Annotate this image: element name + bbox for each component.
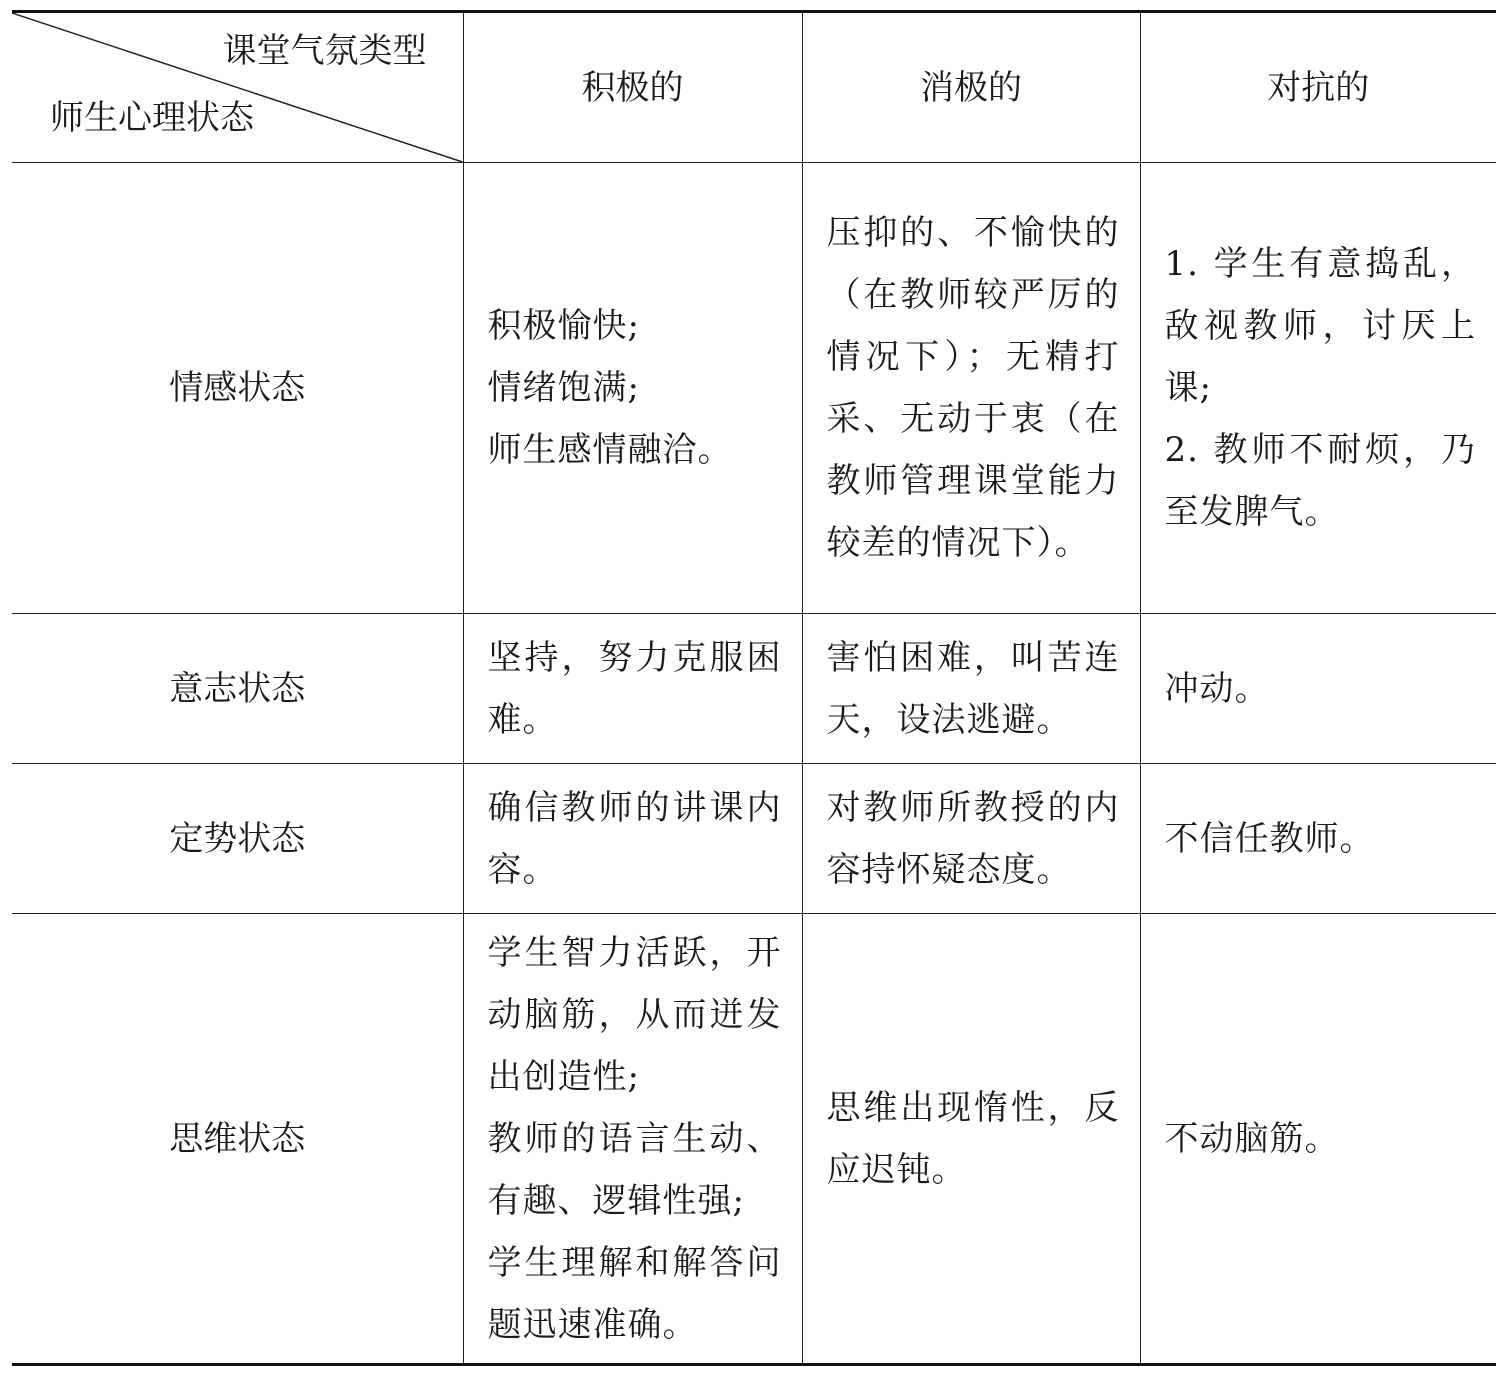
cell-text	[803, 627, 1140, 751]
table-row-emotion	[12, 163, 1496, 614]
cell-line: 思维出现惰性，反应迟钝。	[826, 1087, 1120, 1190]
cell-line: 坚持，努力克服困难。	[487, 637, 782, 740]
table-row-thinking	[12, 914, 1496, 1365]
corner-row-category-label: 师生心理状态	[50, 98, 254, 138]
cell-line: 不动脑筋。	[1164, 1118, 1340, 1159]
cell-text	[1141, 1108, 1497, 1170]
cell-text	[1141, 808, 1497, 870]
cell-line: 不信任教师。	[1164, 818, 1375, 859]
cell-text	[803, 202, 1140, 574]
cell-line: 1. 学生有意捣乱，敌视教师，讨厌上课;	[1164, 244, 1476, 408]
cell-line: 师生感情融洽。	[487, 430, 733, 470]
cell-text	[464, 922, 802, 1356]
table-cell	[802, 914, 1140, 1365]
table-header-row	[12, 12, 1496, 163]
cell-line: 害怕困难，叫苦连天，设法逃避。	[826, 637, 1120, 740]
cell-line: 确信教师的讲课内容。	[487, 787, 782, 890]
table-cell	[802, 764, 1140, 914]
cell-line: 学生智力活跃，开动脑筋，从而迸发出创造性;	[487, 932, 782, 1097]
cell-line: 对教师所教授的内容持怀疑态度。	[826, 787, 1120, 890]
row-header-will: 意志状态	[12, 614, 463, 764]
table-cell	[802, 614, 1140, 764]
table-cell	[1140, 163, 1496, 614]
row-header-thinking: 思维状态	[12, 914, 463, 1365]
table-cell	[1140, 914, 1496, 1365]
cell-text	[464, 777, 802, 901]
table-cell	[463, 614, 802, 764]
classroom-atmosphere-table-container	[12, 10, 1496, 1366]
table-cell	[802, 163, 1140, 614]
cell-text	[1141, 233, 1497, 543]
table-cell	[463, 764, 802, 914]
cell-line: 情绪饱满;	[487, 368, 640, 408]
table-cell	[1140, 764, 1496, 914]
row-header-emotion: 情感状态	[12, 163, 463, 614]
row-header-mindset: 定势状态	[12, 764, 463, 914]
table-cell	[463, 163, 802, 614]
cell-text	[1141, 658, 1497, 720]
corner-column-category-label: 课堂气氛类型	[222, 31, 427, 71]
table-cell	[463, 914, 802, 1365]
table-row-mindset	[12, 764, 1496, 914]
cell-line: 2. 教师不耐烦，乃至发脾气。	[1164, 430, 1476, 532]
table-row-will	[12, 614, 1496, 764]
cell-text	[803, 1077, 1140, 1201]
cell-text	[464, 295, 802, 481]
cell-line: 压抑的、不愉快的（在教师较严厉的情况下）；无精打采、无动于衷（在教师管理课堂能力较差的情况下）。	[826, 213, 1120, 563]
classroom-atmosphere-table	[12, 10, 1496, 1366]
table-cell	[1140, 614, 1496, 764]
cell-line: 教师的语言生动、有趣、逻辑性强;	[487, 1118, 782, 1221]
cell-text	[803, 777, 1140, 901]
cell-text	[464, 627, 802, 751]
cell-line: 冲动。	[1164, 668, 1270, 709]
diagonal-corner-header	[12, 12, 463, 163]
column-header-negative: 消极的	[802, 12, 1140, 163]
cell-line: 积极愉快;	[487, 306, 640, 346]
column-header-positive: 积极的	[463, 12, 802, 163]
column-header-confrontational: 对抗的	[1140, 12, 1496, 163]
cell-line: 学生理解和解答问题迅速准确。	[487, 1242, 782, 1345]
